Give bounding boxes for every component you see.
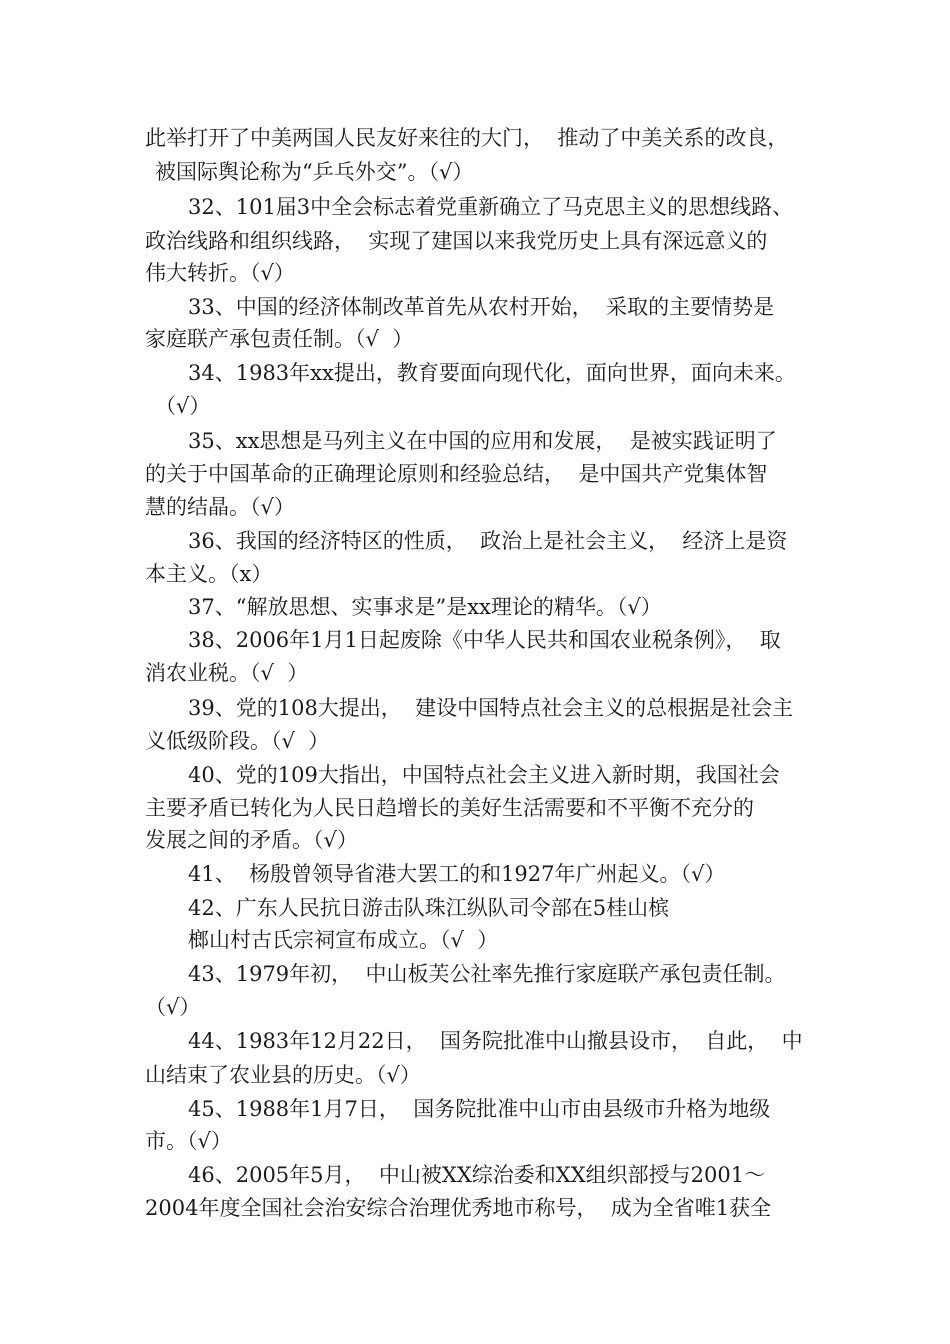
question-45: 45、1988年1月7日， 国务院批准中山市由县级市升格为地级 [188, 1097, 771, 1121]
question-43: 43、1979年初， 中山板芙公社率先推行家庭联产承包责任制。 [188, 962, 786, 986]
question-32: 32、101届3中全会标志着党重新确立了马克思主义的思想线路、 [188, 195, 794, 219]
text-line: 市。（√） [145, 1129, 232, 1153]
question-33: 33、中国的经济体制改革首先从农村开始， 采取的主要情势是 [188, 295, 775, 319]
text-line: 政治线路和组织线路， 实现了建国以来我党历史上具有深远意义的 [145, 229, 768, 253]
question-36: 36、我国的经济特区的性质， 政治上是社会主义， 经济上是资 [188, 529, 788, 553]
text-line: （√） [145, 995, 201, 1019]
text-line: 主要矛盾已转化为人民日趋增长的美好生活需要和不平衡不充分的 [145, 796, 754, 820]
question-34: 34、1983年xx提出，教育要面向现代化，面向世界，面向未来。 [188, 361, 796, 385]
question-46: 46、2005年5月， 中山被XX综治委和XX组织部授与2001～ [188, 1163, 766, 1187]
text-line: 的关于中国革命的正确理论原则和经验总结， 是中国共产党集体智 [145, 462, 768, 486]
text-line: 慧的结晶。（√） [145, 495, 295, 519]
text-line: 被国际舆论称为“乒乓外交”。（√） [155, 160, 474, 184]
text-line: 榔山村古氏宗祠宣布成立。（√ ） [188, 928, 499, 952]
question-44: 44、1983年12月22日， 国务院批准中山撤县设市， 自此， 中 [188, 1029, 803, 1053]
text-line: （√） [155, 394, 211, 418]
text-line: 此举打开了中美两国人民友好来往的大门， 推动了中美关系的改良， [145, 126, 789, 150]
text-line: 消农业税。（√ ） [145, 661, 309, 685]
question-39: 39、党的108大提出， 建设中国特点社会主义的总根据是社会主 [188, 696, 794, 720]
text-line: 本主义。（x） [145, 562, 273, 586]
question-38: 38、2006年1月1日起废除《中华人民共和国农业税条例》， 取 [188, 628, 781, 652]
text-line: 伟大转折。（√） [145, 261, 295, 285]
text-line: 家庭联产承包责任制。（√ ） [145, 327, 414, 351]
text-line: 发展之间的矛盾。（√） [145, 828, 358, 852]
question-35: 35、xx思想是马列主义在中国的应用和发展， 是被实践证明了 [188, 429, 777, 453]
text-line: 山结束了农业县的历史。（√） [145, 1063, 421, 1087]
question-42: 42、广东人民抗日游击队珠江纵队司令部在5桂山槟 [188, 896, 670, 920]
text-line: 2004年度全国社会治安综合治理优秀地市称号， 成为全省唯1获全 [145, 1196, 772, 1220]
question-41: 41、 杨殷曾领导省港大罢工的和1927年广州起义。（√） [188, 862, 726, 886]
question-40: 40、党的109大指出，中国特点社会主义进入新时期，我国社会 [188, 763, 780, 787]
text-line: 义低级阶段。（√ ） [145, 729, 330, 753]
question-37: 37、“解放思想、实事求是”是xx理论的精华。（√） [188, 595, 662, 619]
